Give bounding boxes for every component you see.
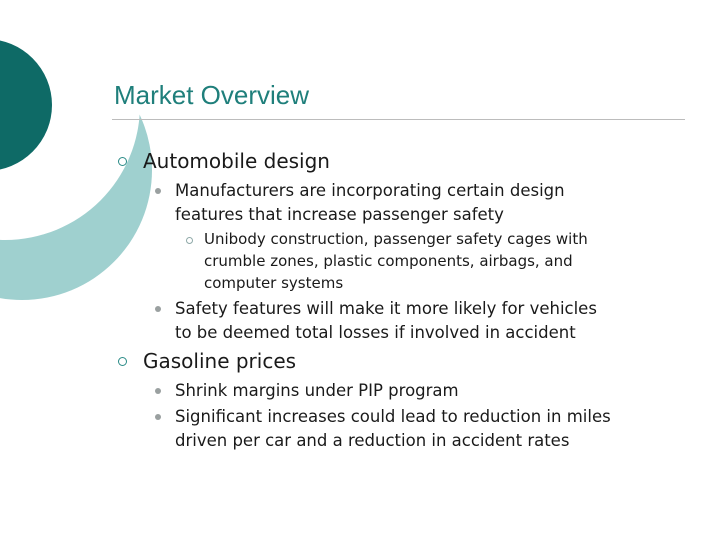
hollow-circle-icon [118,357,127,366]
title-divider [112,119,685,120]
bullet-text-line: Shrink margins under PIP program [175,381,459,400]
bullet-text-line: crumble zones, plastic components, airbags, and [204,252,573,270]
slide-title: Market Overview [114,80,310,110]
bullet-text-line: driven per car and a reduction in accident rates [175,431,570,450]
bullet-text-line: features that increase passenger safety [175,205,504,224]
bullet-text: Gasoline prices [143,349,297,373]
filled-dot-icon [155,388,161,394]
hollow-circle-icon [186,237,193,244]
bullet-text-line: computer systems [204,274,344,292]
filled-dot-icon [155,414,161,420]
bullet-text-line: Safety features will make it more likely for vehicles [175,299,597,318]
hollow-circle-icon [118,157,127,166]
filled-dot-icon [155,306,161,312]
bullet-text-line: Manufacturers are incorporating certain design [175,181,565,200]
bullet-text-line: to be deemed total losses if involved in accident [175,323,576,342]
decorative-circles [0,0,160,300]
bullet-text: Automobile design [143,149,330,173]
bullet-text-line: Unibody construction, passenger safety cages with [204,230,588,248]
bullet-text-line: Significant increases could lead to reduction in miles [175,407,611,426]
filled-dot-icon [155,188,161,194]
